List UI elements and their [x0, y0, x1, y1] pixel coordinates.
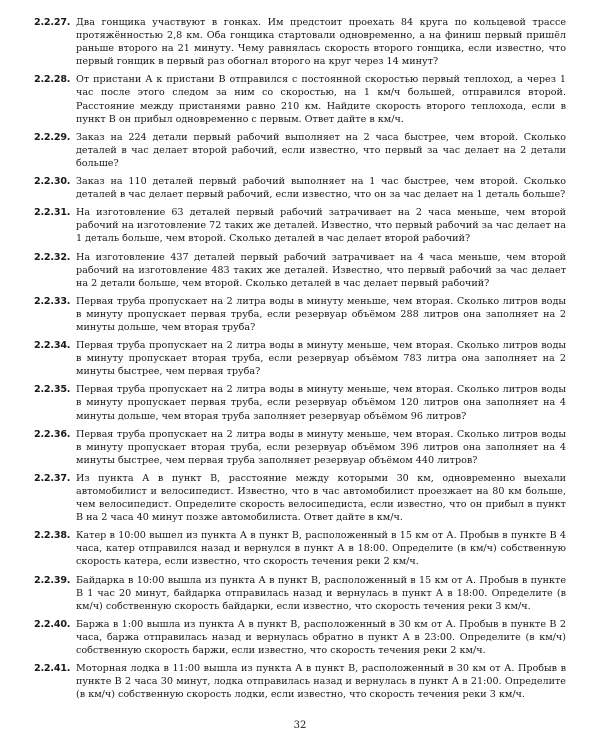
- problem-text: Два гонщика участвуют в гонках. Им предстоит проехать 84 круга по кольцевой трассе протяжённостью 2,8 км. Оба гонщика стартовали одновременно, а на финиш первый пришёл раньше второго на 21 минуту. Чему равнялась скорость второго гонщика, если известно, что первый гонщик в первый раз обогнал второго на круг через 14 минут?: [76, 17, 566, 68]
- problem-number: 2.2.33.: [34, 295, 71, 307]
- problem-text: Первая труба пропускает на 2 литра воды в минуту меньше, чем вторая. Сколько литров воды в минуту пропускает вторая труба, если резервуар объёмом 783 литра она заполняет на 2 минуты быстрее, чем первая труба?: [76, 340, 566, 378]
- problem-text: От пристани А к пристани В отправился с постоянной скоростью первый теплоход, а через 1 час после этого следом за ним со скоростью, на 1 км/ч большей, отправился второй. Расстояние между пристанями равно 210 км. Найдите скорость второго теплохода, если в пункт В он прибыл одновременно с первым. Ответ дайте в км/ч.: [76, 74, 566, 125]
- problem-number: 2.2.39.: [34, 574, 71, 586]
- problem-text: Моторная лодка в 11:00 вышла из пункта А в пункт В, расположенный в 30 км от А. Пробыв в пункте В 2 часа 30 минут, лодка отправилась назад и вернулась в пункт А в 21:00. Определите (в км/ч) собственную скорость лодки, если известно, что скорость течения реки 3 км/ч.: [76, 663, 566, 701]
- problem: [34, 472, 566, 524]
- problem-number: 2.2.36.: [34, 428, 71, 440]
- problem: [34, 339, 566, 378]
- problem-number: 2.2.30.: [34, 176, 71, 188]
- problem-number: 2.2.34.: [34, 340, 71, 352]
- problem: [34, 529, 566, 568]
- problem-number: 2.2.37.: [34, 472, 71, 484]
- problem-text: Байдарка в 10:00 вышла из пункта А в пункт В, расположенный в 15 км от А. Пробыв в пункте В 1 час 20 минут, байдарка отправилась назад и вернулась в пункт А в 18:00. Определите (в км/ч) собственную скорость байдарки, если известно, что скорость течения реки 3 км/ч.: [76, 574, 566, 612]
- problem-number: 2.2.31.: [34, 207, 71, 219]
- problem: [34, 428, 566, 467]
- problem: [34, 295, 566, 334]
- problem: [34, 383, 566, 422]
- problem: [34, 662, 566, 701]
- problem: [34, 131, 566, 170]
- problem-text: Катер в 10:00 вышел из пункта А в пункт В, расположенный в 15 км от А. Пробыв в пункте В 4 часа, катер отправился назад и вернулся в пункт А в 18:00. Определите (в км/ч) собственную скорость катера, если известно, что скорость течения реки 2 км/ч.: [76, 530, 566, 568]
- problem-text: На изготовление 437 деталей первый рабочий затрачивает на 4 часа меньше, чем второй рабочий на изготовление 483 таких же деталей. Известно, что первый рабочий за час делает на 2 детали больше, чем второй. Сколько деталей в час делает первый рабочий?: [76, 251, 566, 289]
- problem: [34, 73, 566, 125]
- problem: [34, 618, 566, 657]
- problem-number: 2.2.28.: [34, 74, 71, 86]
- problem-number: 2.2.41.: [34, 663, 71, 675]
- problem-number: 2.2.38.: [34, 530, 71, 542]
- problem-text: Заказ на 224 детали первый рабочий выполняет на 2 часа быстрее, чем второй. Сколько деталей в час делает второй рабочий, если известно, что первый за час делает на 2 детали больше?: [76, 131, 566, 169]
- problem-text: Из пункта А в пункт В, расстояние между которыми 30 км, одновременно выехали автомобилист и велосипедист. Известно, что в час автомобилист проезжает на 80 км больше, чем велосипедист. Определите скорость велосипедиста, если известно, что он прибыл в пункт В на 2 часа 40 минут позже автомобилиста. Ответ дайте в км/ч.: [76, 472, 566, 524]
- problem-text: На изготовление 63 деталей первый рабочий затрачивает на 2 часа меньше, чем второй рабочий на изготовление 72 таких же деталей. Известно, что первый рабочий за час делает на 1 деталь больше, чем второй. Сколько деталей в час делает второй рабочий?: [76, 207, 566, 245]
- problem-list: [34, 16, 566, 706]
- problem-number: 2.2.35.: [34, 384, 71, 396]
- problem: [34, 206, 566, 245]
- problem: [34, 175, 566, 201]
- problem-number: 2.2.29.: [34, 131, 71, 143]
- problem-text: Первая труба пропускает на 2 литра воды в минуту меньше, чем вторая. Сколько литров воды в минуту пропускает первая труба, если резервуар объёмом 288 литров она заполняет на 2 минуты дольше, чем вторая труба?: [76, 295, 566, 333]
- problem-text: Баржа в 1:00 вышла из пункта А в пункт В, расположенный в 30 км от А. Пробыв в пункте В 2 часа, баржа отправилась назад и вернулась обратно в пункт А в 23:00. Определите (в км/ч) собственную скорость баржи, если известно, что скорость течения реки 2 км/ч.: [76, 618, 566, 657]
- problem-number: 2.2.27.: [34, 17, 71, 28]
- problem-number: 2.2.32.: [34, 251, 71, 263]
- problem-text: Первая труба пропускает на 2 литра воды в минуту меньше, чем вторая. Сколько литров воды в минуту пропускает вторая труба, если резервуар объёмом 396 литров она заполняет на 4 минуты быстрее, чем первая труба заполняет резервуар объёмом 440 литров?: [76, 428, 566, 466]
- problem: [34, 16, 566, 68]
- page-number: 32: [293, 720, 307, 731]
- problem: [34, 251, 566, 290]
- problem: [34, 574, 566, 613]
- problem-number: 2.2.40.: [34, 618, 71, 630]
- problem-text: Первая труба пропускает на 2 литра воды в минуту меньше, чем вторая. Сколько литров воды в минуту пропускает первая труба, если резервуар объёмом 120 литров она заполняет на 4 минуты дольше, чем вторая труба заполняет резервуар объёмом 96 литров?: [76, 384, 566, 422]
- problem-text: Заказ на 110 деталей первый рабочий выполняет на 1 час быстрее, чем второй. Сколько деталей в час делает первый рабочий, если известно, что он за час делает на 1 деталь больше?: [76, 176, 566, 201]
